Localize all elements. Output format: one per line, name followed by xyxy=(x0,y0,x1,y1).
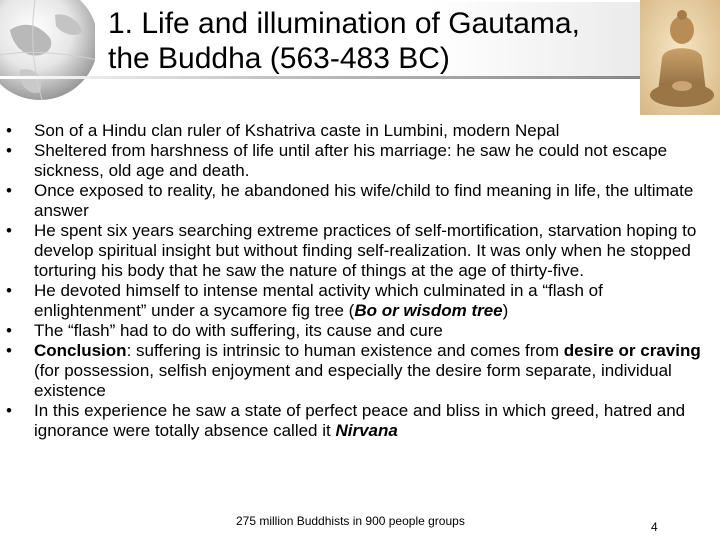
bullet-text: Son of a Hindu clan ruler of Kshatriva caste in Lumbini, modern Nepal xyxy=(34,121,560,140)
page-number: 4 xyxy=(651,520,658,534)
bullet-marker: • xyxy=(6,401,12,420)
bullet-item xyxy=(0,281,720,321)
bullet-text: ) xyxy=(502,301,509,320)
bullet-item xyxy=(0,181,720,221)
globe-icon xyxy=(0,0,110,110)
bullet-text: The “flash” had to do with suffering, its cause and cure xyxy=(34,321,443,340)
bullet-text: Conclusion xyxy=(34,341,127,360)
bullet-item xyxy=(0,121,720,141)
bullet-item xyxy=(0,141,720,181)
buddha-statue-image xyxy=(640,0,720,115)
bullet-text: In this experience he saw a state of perfect peace and bliss in which greed, hatred and ignorance were totally absence called it xyxy=(34,401,686,440)
bullet-marker: • xyxy=(6,221,12,240)
bullet-list xyxy=(0,121,720,441)
title-line-1: 1. Life and illumination of Gautama, xyxy=(108,7,580,40)
bullet-marker: • xyxy=(6,281,12,300)
bullet-text: (for possession, selfish enjoyment and especially the desire form separate, individual existence xyxy=(34,361,672,400)
bullet-marker: • xyxy=(6,141,12,160)
bullet-text: Sheltered from harshness of life until after his marriage: he saw he could not escape sickness, old age and death. xyxy=(34,141,668,180)
bullet-item xyxy=(0,401,720,441)
title-underline xyxy=(0,76,720,79)
title-line-2: the Buddha (563-483 BC) xyxy=(108,42,450,75)
bullet-text: Nirvana xyxy=(335,421,398,440)
bullet-item xyxy=(0,321,720,341)
bullet-text: He spent six years searching extreme practices of self-mortification, starvation hoping to develop spiritual insight but without finding self-realization. It was only when he stopped torturing his body that he saw the nature of things at the age of thirty-five. xyxy=(34,221,697,280)
slide-title xyxy=(108,6,668,76)
bullet-marker: • xyxy=(6,321,12,340)
bullet-marker: • xyxy=(6,121,12,140)
bullet-marker: • xyxy=(6,341,12,360)
bullet-text: He devoted himself to intense mental activity which culminated in a “flash of enlightenment” under a sycamore fig tree ( xyxy=(34,281,603,320)
bullet-text: : suffering is intrinsic to human existence and comes from xyxy=(126,341,564,360)
bullet-text: Bo or wisdom tree xyxy=(354,301,503,320)
bullet-text: desire or craving xyxy=(563,341,701,360)
footer-note: 275 million Buddhists in 900 people groups xyxy=(236,514,465,528)
bullet-item xyxy=(0,341,720,401)
bullet-text: Once exposed to reality, he abandoned his wife/child to find meaning in life, the ultimate answer xyxy=(34,181,694,220)
bullet-item xyxy=(0,221,720,281)
bullet-marker: • xyxy=(6,181,12,200)
